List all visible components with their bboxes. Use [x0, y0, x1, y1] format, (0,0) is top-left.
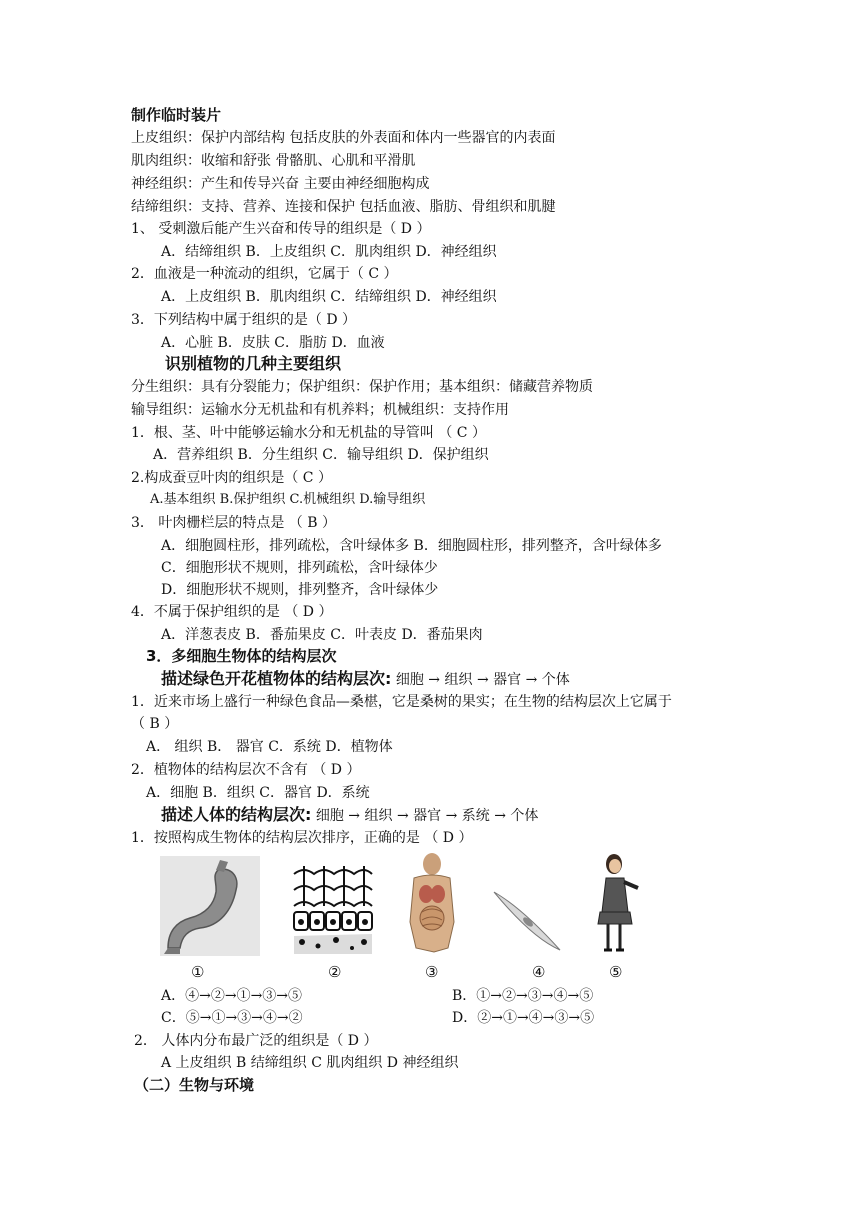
- question-options: A．洋葱表皮 B．番茄果皮 C．叶表皮 D．番茄果肉: [161, 627, 483, 643]
- question-option: D．②→①→④→③→⑤: [452, 1010, 595, 1026]
- text-line: 分生组织：具有分裂能力；保护组织：保护作用；基本组织：储藏营养物质: [131, 379, 593, 395]
- text-line: 结缔组织：支持、营养、连接和保护 包括血液、脂肪、骨组织和肌腱: [131, 199, 556, 215]
- question-option: A．细胞圆柱形，排列疏松，含叶绿体多 B．细胞圆柱形，排列整齐，含叶绿体多: [161, 538, 662, 554]
- figure-label-5: ⑤: [609, 963, 623, 981]
- human-levels-heading: 描述人体的结构层次:: [161, 805, 312, 824]
- question-answer: （ B ）: [131, 716, 179, 732]
- human-levels-line: [161, 805, 538, 826]
- human-body-image: [404, 852, 460, 956]
- section-title-plant-tissue: 识别植物的几种主要组织: [165, 354, 342, 373]
- human-levels-chain: 细胞 → 组织 → 器官 → 系统 → 个体: [315, 808, 539, 824]
- question-stem: 4．不属于保护组织的是 （ D ）: [131, 604, 333, 620]
- figure-label-4: ④: [532, 963, 546, 981]
- figure-label-1: ①: [191, 963, 205, 981]
- question-stem: 1．按照构成生物体的结构层次排序，正确的是 （ D ）: [131, 830, 473, 846]
- stomach-image: [160, 856, 260, 956]
- question-option: C．细胞形状不规则，排列疏松，含叶绿体少: [161, 560, 438, 576]
- question-options: A．心脏 B．皮肤 C．脂肪 D．血液: [161, 335, 385, 351]
- section-title-levels: 3．多细胞生物体的结构层次: [146, 647, 337, 665]
- muscle-cell-image: [492, 888, 562, 954]
- question-stem: 2．植物体的结构层次不含有 （ D ）: [131, 762, 361, 778]
- text-line: 输导组织：运输水分无机盐和有机养料；机械组织：支持作用: [131, 402, 509, 418]
- question-option: D．细胞形状不规则，排列整齐，含叶绿体少: [161, 582, 439, 598]
- person-image: [594, 852, 640, 956]
- plant-levels-chain: 细胞 → 组织 → 器官 → 个体: [395, 672, 570, 688]
- figure-label-2: ②: [328, 963, 342, 981]
- question-options: A．细胞 B．组织 C．器官 D．系统: [146, 785, 370, 801]
- epithelial-tissue-image: [292, 864, 374, 956]
- question-stem: 2． 人体内分布最广泛的组织是（ D ）: [134, 1033, 378, 1049]
- question-stem: 1．近来市场上盛行一种绿色食品—桑椹，它是桑树的果实；在生物的结构层次上它属于: [131, 694, 672, 710]
- question-options: A．上皮组织 B．肌肉组织 C．结缔组织 D．神经组织: [161, 289, 497, 305]
- question-stem: 3． 叶肉栅栏层的特点是 （ B ）: [131, 515, 336, 531]
- text-line: 上皮组织：保护内部结构 包括皮肤的外表面和体内一些器官的内表面: [131, 130, 556, 146]
- question-option: B．①→②→③→④→⑤: [452, 988, 594, 1004]
- question-stem: 1．根、茎、叶中能够运输水分和无机盐的导管叫 （ C ）: [131, 425, 486, 441]
- question-options: A． 组织 B． 器官 C．系统 D．植物体: [146, 739, 393, 755]
- question-options: A 上皮组织 B 结缔组织 C 肌肉组织 D 神经组织: [161, 1055, 459, 1071]
- section-title-temp-slide: 制作临时装片: [131, 106, 222, 124]
- question-stem: 3．下列结构中属于组织的是（ D ）: [131, 312, 357, 328]
- question-options: A．结缔组织 B．上皮组织 C．肌肉组织 D．神经组织: [161, 244, 497, 260]
- question-options: A．营养组织 B．分生组织 C．输导组织 D．保护组织: [153, 447, 489, 463]
- question-stem: 2.构成蚕豆叶肉的组织是（ C ）: [131, 470, 332, 486]
- question-stem: 1、 受刺激后能产生兴奋和传导的组织是（ D ）: [131, 221, 431, 237]
- question-option: A．④→②→①→③→⑤: [161, 988, 303, 1004]
- text-line: 神经组织：产生和传导兴奋 主要由神经细胞构成: [131, 176, 430, 192]
- plant-levels-heading: 描述绿色开花植物体的结构层次:: [161, 669, 392, 688]
- question-option: C．⑤→①→③→④→②: [161, 1010, 303, 1026]
- section-title-environment: （二）生物与环境: [134, 1076, 255, 1094]
- plant-levels-line: [161, 669, 570, 690]
- figure-label-3: ③: [425, 963, 439, 981]
- text-line: 肌肉组织：收缩和舒张 骨骼肌、心肌和平滑肌: [131, 153, 416, 169]
- question-stem: 2．血液是一种流动的组织，它属于（ C ）: [131, 266, 398, 282]
- question-options: A.基本组织 B.保护组织 C.机械组织 D.输导组织: [150, 492, 426, 507]
